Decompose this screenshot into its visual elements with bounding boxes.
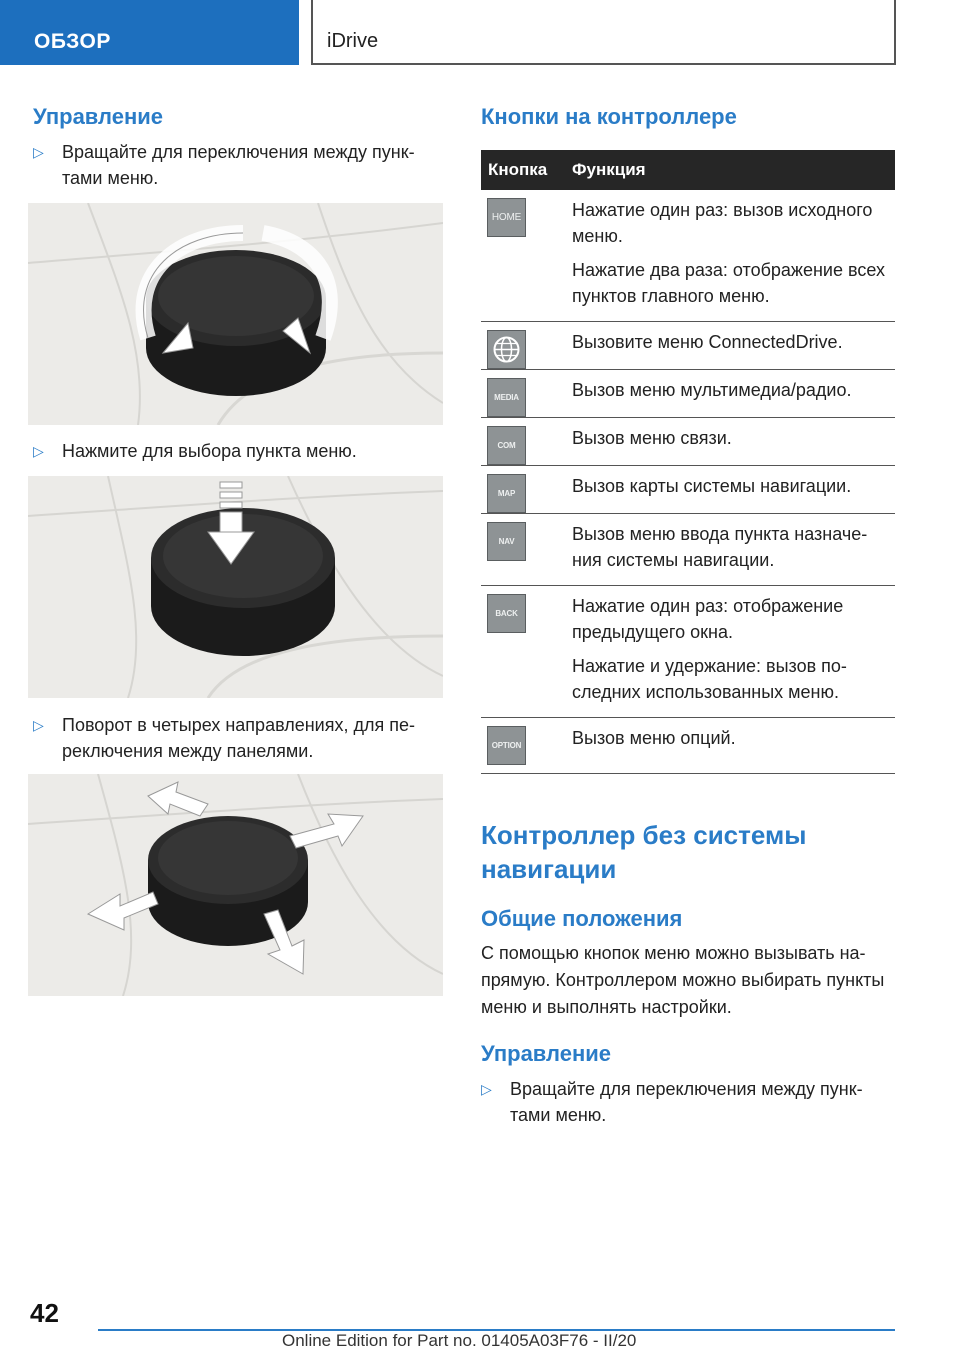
step-arrow-icon: ▷: [33, 443, 44, 459]
table-row: [481, 370, 895, 418]
controller-buttons-table: [481, 150, 895, 774]
connecteddrive-icon: [487, 330, 526, 369]
left-step-3-text: Поворот в четырех направлениях, для переключения между панелями.: [62, 715, 415, 761]
back-button-icon: BACK: [487, 594, 526, 633]
header-chapter-label: iDrive: [327, 30, 379, 52]
function-text: Нажатие один раз: отображение предыдущего окна.: [572, 596, 844, 642]
function-text: Вызов меню ввода пункта назначения системы навигации.: [572, 524, 868, 570]
step-arrow-icon: ▷: [481, 1081, 492, 1097]
function-text: Вызов меню мультимедиа/радио.: [572, 380, 852, 400]
left-heading: Управление: [33, 104, 164, 129]
table-row: [481, 514, 895, 586]
header-section-label: ОБЗОР: [34, 30, 111, 53]
table-row: [481, 466, 895, 514]
com-button-icon: COM: [487, 426, 526, 465]
right-heading: Кнопки на контроллере: [481, 104, 737, 129]
left-step-2: [33, 438, 443, 464]
function-text: Вызовите меню ConnectedDrive.: [572, 332, 843, 352]
nav-button-icon: NAV: [487, 522, 526, 561]
page-number: 42: [30, 1298, 59, 1328]
function-text: Нажатие и удержание: вызов последних использованных меню.: [572, 656, 847, 702]
right-step-1-text: Вращайте для переключения между пунктами меню.: [510, 1079, 863, 1125]
table-row: [481, 718, 895, 774]
function-text: Нажатие один раз: вызов исходного меню.: [572, 200, 873, 246]
header-chapter-tab: [311, 0, 896, 65]
function-text: Нажатие два раза: отображение всех пунктов главного меню.: [572, 260, 885, 306]
table-header-button: Кнопка: [481, 150, 566, 190]
controller-rotate-illustration: [28, 203, 443, 425]
step-arrow-icon: ▷: [33, 717, 44, 733]
left-step-3: [33, 712, 443, 764]
general-heading: Общие положения: [481, 906, 683, 931]
left-step-1: [33, 139, 443, 191]
step-arrow-icon: ▷: [33, 144, 44, 160]
function-text: Вызов меню связи.: [572, 428, 732, 448]
table-header-row: [481, 150, 895, 190]
home-button-icon: HOME: [487, 198, 526, 237]
function-text: Вызов меню опций.: [572, 728, 736, 748]
table-row: [481, 418, 895, 466]
table-row: [481, 190, 895, 322]
table-row: [481, 322, 895, 370]
controller-tilt-illustration: [28, 774, 443, 996]
left-step-2-text: Нажмите для выбора пункта меню.: [62, 441, 357, 461]
controller-press-illustration: [28, 476, 443, 698]
function-text: Вызов карты системы навигации.: [572, 476, 852, 496]
option-button-icon: OPTION: [487, 726, 526, 765]
general-text: С помощью кнопок меню можно вызывать напрямую. Контроллером можно выбирать пункты меню и выполнять настройки.: [481, 943, 885, 1017]
section-title: Контроллер без системы навигации: [481, 820, 807, 884]
table-row: [481, 586, 895, 718]
left-step-1-text: Вращайте для переключения между пунктами меню.: [62, 142, 415, 188]
media-button-icon: MEDIA: [487, 378, 526, 417]
table-header-function: Функция: [566, 150, 895, 190]
control-heading: Управление: [481, 1041, 612, 1066]
header-section-tab: [0, 0, 299, 65]
right-step-1: [481, 1076, 895, 1128]
footer-edition: Online Edition for Part no. 01405A03F76 - II/20: [282, 1331, 637, 1350]
map-button-icon: MAP: [487, 474, 526, 513]
